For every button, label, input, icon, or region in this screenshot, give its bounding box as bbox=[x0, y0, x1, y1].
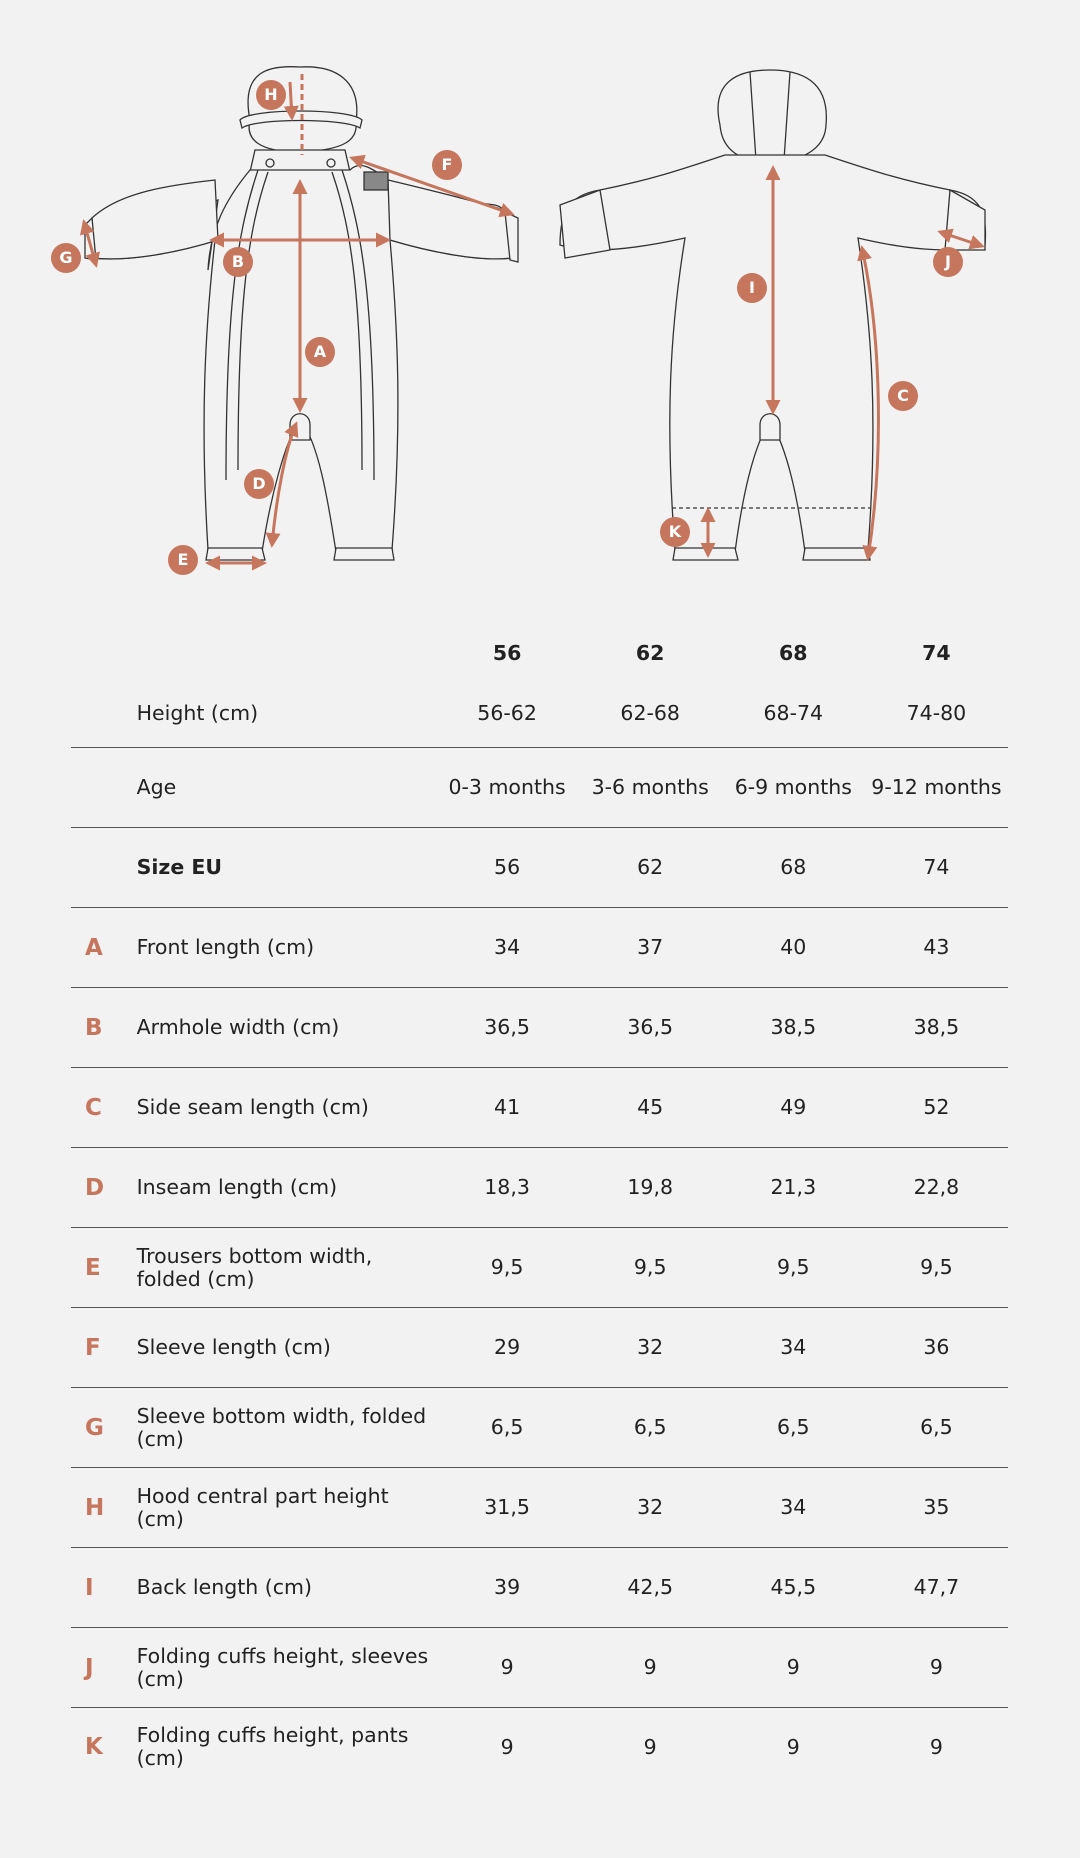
table-row bbox=[71, 988, 1008, 1068]
measurement-label: Sleeve bottom width, folded (cm) bbox=[136, 1403, 427, 1451]
measurement-value: 32 bbox=[637, 1495, 664, 1519]
measurement-letter: A bbox=[85, 934, 103, 961]
measurement-value: 74-80 bbox=[906, 700, 967, 725]
size-column-header: 68 bbox=[779, 640, 808, 665]
measurement-value: 36,5 bbox=[484, 1015, 530, 1039]
measurement-value: 37 bbox=[637, 935, 664, 959]
measurement-value: 49 bbox=[780, 1095, 807, 1119]
measurement-label: Folding cuffs height, sleeves (cm) bbox=[136, 1643, 429, 1691]
measurement-value: 6,5 bbox=[490, 1415, 524, 1439]
measurement-label: Folding cuffs height, pants (cm) bbox=[136, 1723, 409, 1770]
measurement-value: 45,5 bbox=[770, 1575, 817, 1599]
measurement-value: 36,5 bbox=[627, 1015, 674, 1039]
measurement-letter: G bbox=[85, 1414, 104, 1441]
measurement-value: 9 bbox=[786, 1655, 800, 1679]
measurement-value: 19,8 bbox=[627, 1175, 674, 1199]
measurement-value: 6,5 bbox=[633, 1415, 667, 1439]
table-row bbox=[71, 1548, 1008, 1628]
table-row bbox=[71, 828, 1008, 908]
measurement-value: 6-9 months bbox=[734, 775, 852, 799]
measurement-label: Hood central part height (cm) bbox=[136, 1483, 389, 1531]
measurement-value: 31,5 bbox=[484, 1495, 530, 1519]
measurement-letter: H bbox=[85, 1494, 105, 1521]
table-row bbox=[71, 1068, 1008, 1148]
measurement-value: 45 bbox=[637, 1095, 664, 1119]
measurement-value: 34 bbox=[780, 1335, 807, 1359]
badge-k: K bbox=[660, 517, 690, 547]
size-column-header: 74 bbox=[922, 640, 951, 665]
measurement-value: 34 bbox=[494, 935, 521, 959]
measurement-value: 6,5 bbox=[920, 1415, 953, 1439]
measurement-label: Size EU bbox=[136, 855, 223, 879]
measurement-letter: J bbox=[85, 1654, 94, 1681]
measurement-label: Front length (cm) bbox=[136, 935, 315, 959]
measurement-value: 6,5 bbox=[777, 1415, 810, 1439]
measurement-label: Sleeve length (cm) bbox=[136, 1335, 331, 1359]
measurement-value: 9,5 bbox=[633, 1255, 667, 1279]
measurement-letter: E bbox=[85, 1254, 101, 1281]
table-row bbox=[71, 1308, 1008, 1388]
measurement-value: 52 bbox=[923, 1095, 950, 1119]
garment-illustration bbox=[0, 0, 1080, 600]
measurement-value: 9,5 bbox=[490, 1255, 524, 1279]
measurement-label: Armhole width (cm) bbox=[136, 1015, 340, 1039]
badge-e: E bbox=[168, 545, 198, 575]
measurement-value: 62 bbox=[637, 855, 664, 879]
measurement-value: 40 bbox=[780, 935, 807, 959]
badge-b: B bbox=[223, 247, 253, 277]
measurement-value: 9 bbox=[500, 1655, 514, 1679]
measurement-value: 36 bbox=[923, 1335, 950, 1359]
measurement-value: 9 bbox=[500, 1734, 514, 1759]
badge-a: A bbox=[305, 337, 335, 367]
table-row bbox=[71, 679, 1008, 748]
measurement-value: 43 bbox=[923, 935, 950, 959]
measurement-value: 41 bbox=[494, 1095, 521, 1119]
measurement-label: Trousers bottom width, folded (cm) bbox=[136, 1243, 373, 1291]
measurement-value: 9 bbox=[929, 1655, 943, 1679]
measurement-value: 3-6 months bbox=[591, 775, 709, 799]
measurement-label: Inseam length (cm) bbox=[136, 1175, 338, 1199]
measurement-value: 29 bbox=[494, 1335, 521, 1359]
table-row bbox=[71, 1388, 1008, 1468]
badge-i: I bbox=[737, 273, 767, 303]
size-header-row bbox=[71, 627, 1008, 679]
badge-g: G bbox=[51, 243, 81, 273]
measurement-value: 74 bbox=[923, 855, 950, 879]
measurement-value: 9 bbox=[643, 1655, 657, 1679]
measurement-letter: C bbox=[85, 1094, 102, 1121]
measurement-value: 32 bbox=[637, 1335, 664, 1359]
measurement-value: 56 bbox=[494, 855, 521, 879]
badge-j: J bbox=[933, 247, 963, 277]
measurement-letter: K bbox=[85, 1734, 103, 1760]
measurement-letter: I bbox=[85, 1574, 94, 1601]
measurement-letter: D bbox=[85, 1174, 105, 1201]
measurement-value: 9,5 bbox=[920, 1255, 953, 1279]
measurement-value: 47,7 bbox=[913, 1575, 960, 1599]
measurement-value: 9 bbox=[786, 1734, 800, 1759]
measurement-label: Side seam length (cm) bbox=[136, 1095, 369, 1119]
measurement-value: 0-3 months bbox=[448, 775, 566, 799]
measurement-label: Back length (cm) bbox=[136, 1575, 313, 1599]
measurement-value: 21,3 bbox=[770, 1175, 817, 1199]
measurement-value: 38,5 bbox=[770, 1015, 817, 1039]
measurement-value: 22,8 bbox=[913, 1175, 960, 1199]
size-column-header: 62 bbox=[635, 640, 665, 665]
measurement-value: 56-62 bbox=[477, 700, 537, 725]
measurement-value: 39 bbox=[494, 1575, 521, 1599]
size-column-header: 56 bbox=[492, 640, 522, 665]
table-row bbox=[71, 1628, 1008, 1708]
measurement-value: 9,5 bbox=[777, 1255, 810, 1279]
measurement-value: 35 bbox=[923, 1495, 950, 1519]
measurement-value: 9 bbox=[643, 1734, 657, 1759]
badge-f: F bbox=[432, 150, 462, 180]
table-row bbox=[71, 1228, 1008, 1308]
table-row bbox=[71, 1468, 1008, 1548]
measurement-value: 18,3 bbox=[484, 1175, 530, 1199]
measurement-value: 42,5 bbox=[627, 1575, 674, 1599]
measurement-value: 68-74 bbox=[763, 700, 824, 725]
badge-c: C bbox=[888, 381, 918, 411]
badge-d: D bbox=[244, 469, 274, 499]
size-chart-table bbox=[71, 627, 1008, 1786]
table-row bbox=[71, 1148, 1008, 1228]
badge-h: H bbox=[256, 80, 286, 110]
measurement-value: 62-68 bbox=[620, 700, 680, 725]
measurement-value: 38,5 bbox=[913, 1015, 960, 1039]
measurement-value: 9 bbox=[929, 1734, 943, 1759]
measurement-letter: B bbox=[85, 1014, 103, 1041]
table-row bbox=[71, 908, 1008, 988]
measurement-value: 34 bbox=[780, 1495, 807, 1519]
table-row bbox=[71, 1708, 1008, 1786]
measurement-label: Height (cm) bbox=[136, 700, 259, 725]
measurement-value: 9-12 months bbox=[871, 775, 1002, 799]
table-row bbox=[71, 748, 1008, 828]
measurement-label: Age bbox=[136, 775, 177, 799]
measurement-letter: F bbox=[85, 1334, 101, 1361]
measurement-value: 68 bbox=[780, 855, 807, 879]
